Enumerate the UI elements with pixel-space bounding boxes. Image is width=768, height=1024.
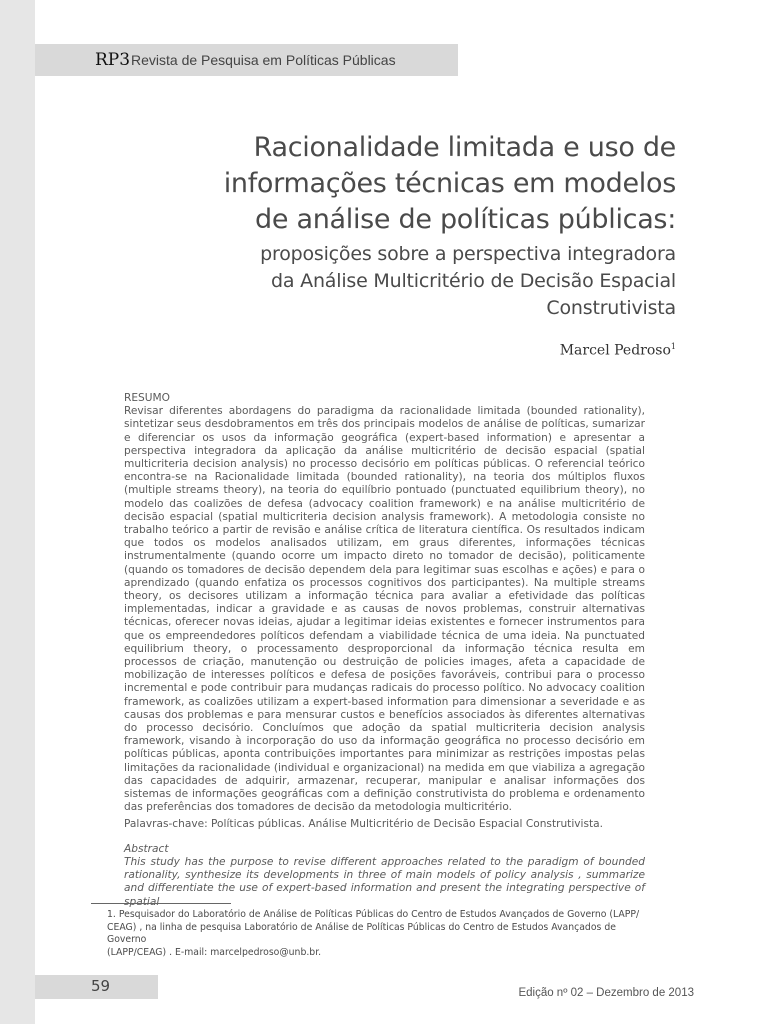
subtitle-line: proposições sobre a perspectiva integradora [260,243,676,265]
abstract-text: This study has the purpose to revise different approaches related to the paradigm of bounded rationality, synthesize its developments in three of main models of policy analysis , summarize and differentiate the use of expert-based information and present the integrating perspective of spatial [124,855,645,908]
title-line: de análise de políticas públicas: [255,204,676,235]
author-footnote-mark: 1 [670,342,676,351]
subtitle-line: Construtivista [546,297,676,319]
abstract-label: Abstract [124,842,169,855]
edition-info: Edição nº 02 – Dezembro de 2013 [518,987,694,999]
footnote-line: 1. Pesquisador do Laboratório de Análise de Políticas Públicas do Centro de Estudos Avançados de Governo (LAPP/ [107,909,640,920]
journal-name: Revista de Pesquisa em Políticas Públicas [131,52,396,68]
page-number: 59 [91,977,111,995]
abstract-section [124,392,645,909]
resumo-text: Revisar diferentes abordagens do paradigma da racionalidade limitada (bounded rationality), sintetizar seus desdobramentos em três dos principais modelos de análise de políticas, sumarizar e diferenciar os usos da informação geográfica (expert-based information) e apresentar a perspectiva integradora da aplicação da análise multicritério de decisão espacial (spatial multicriteria decision analysis) no processo decisório em políticas públicas. O referencial teórico encontra-se na Racionalidade limitada (bounded rationality), na teoria dos múltiplos fluxos (multiple streams theory), na teoria do equilíbrio pontuado (punctuated equilibrium theory), no modelo das coalizões de defesa (advocacy coalition framework) e na análise multicritério de decisão espacial (spatial multicriteria decision analysis framework). A metodologia consiste no trabalho teórico a partir de revisão e análise crítica de literatura científica. Os resultados indicam que todos os modelos analisados utilizam, em graus diferentes, informações técnicas instrumentalmente (quando ocorre um impacto direto no tomador de decisão), politicamente (quando os tomadores de decisão dependem dela para legitimar suas escolhas e ações) e para o aprendizado (quando enfatiza os processos cognitivos dos participantes). Na multiple streams theory, os decisores utilizam a informação técnica para avaliar a efetividade das políticas implementadas, indicar a gravidade e as causas de novos problemas, construir alternativas técnicas, oferecer novas ideias, ajudar a legitimar ideias existentes e fornecer instrumentos para que os empreendedores políticos defendam a viabilidade técnica de uma ideia. Na punctuated equilibrium theory, o processamento desproporcional da informação técnica resulta em processos de criação, manutenção ou destruição de policies images, afeta a capacidade de mobilização de interesses políticos e defesa de posições favoráveis, contribui para o processo incremental e pode contribuir para mudanças radicais do processo político. No advocacy coalition framework, as coalizões utilizam a expert-based information para dimensionar a severidade e as causas dos problemas e para mensurar custos e benefícios associados às diferentes alternativas do processo decisório. Concluímos que adoção da spatial multicriteria decision analysis framework, visando à incorporação do uso da informação geográfica no processo decisório em políticas públicas, aponta contribuições importantes para minimizar as restrições impostas pelas limitações da racionalidade (individual e organizacional) na medida em que viabiliza a agregação das capacidades de adquirir, armazenar, recuperar, manipular e analisar informações dos sistemas de informações geográficas com a definição construtivista do problema e ordenamento das preferências dos tomadores de decisão da metodologia multicritério. [124,405,645,814]
article-title [156,130,676,322]
footnote [107,909,649,959]
left-margin-strip [0,0,35,1024]
journal-logo: RP3 [95,50,131,70]
title-line: informações técnicas em modelos [223,168,676,199]
title-line: Racionalidade limitada e uso de [253,132,676,163]
subtitle-line: da Análise Multicritério de Decisão Espacial [271,270,676,292]
footnote-line: CEAG) , na linha de pesquisa Laboratório de Análise de Políticas Públicas do Centro de Estudos Avançados de Governo [107,921,616,945]
footnote-divider [91,903,231,904]
footnote-line: (LAPP/CEAG) . E-mail: marcelpedroso@unb.br. [107,946,322,958]
resumo-label: RESUMO [124,392,171,404]
keywords: Palavras-chave: Políticas públicas. Análise Multicritério de Decisão Espacial Construtivista. [124,817,604,830]
author-name [560,342,676,359]
author-name-text: Marcel Pedroso [559,342,671,359]
